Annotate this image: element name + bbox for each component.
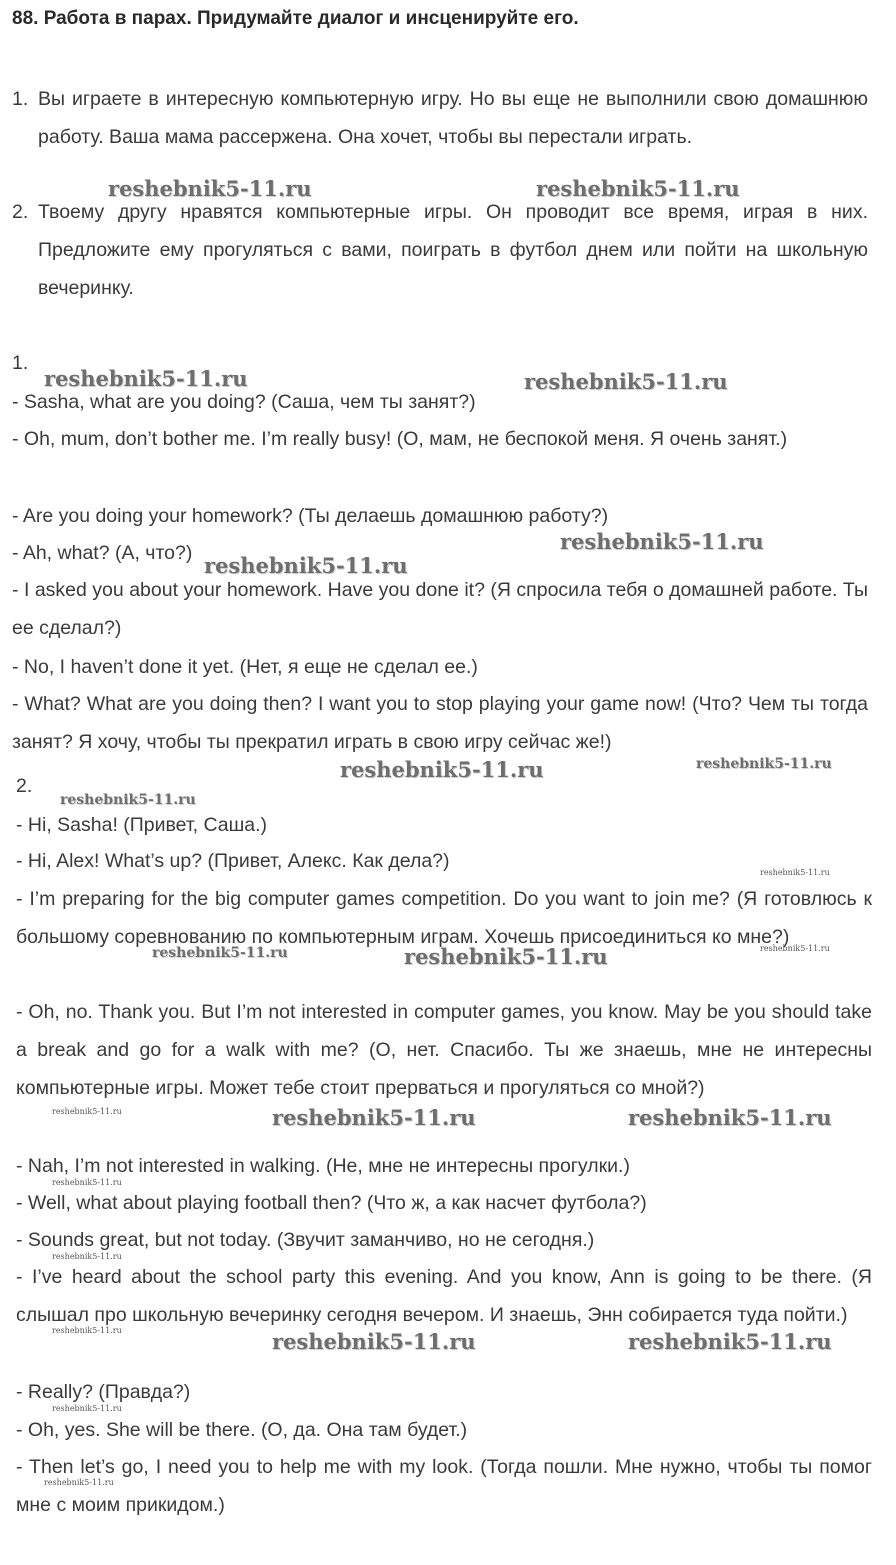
- watermark: reshebnik5-11.ru: [272, 1105, 476, 1130]
- watermark: reshebnik5-11.ru: [760, 944, 830, 953]
- watermark: reshebnik5-11.ru: [404, 944, 608, 969]
- dialog-line: - Oh, mum, don’t bother me. I’m really busy! (О, мам, не беспокой меня. Я очень занят.): [12, 428, 788, 450]
- task-2: [12, 193, 868, 307]
- dialog-line: - Hi, Alex! What’s up? (Привет, Алекс. Как дела?): [16, 850, 450, 872]
- dialog-line: - Oh, no. Thank you. But I’m not interested in computer games, you know. May be you should take a break and go for a walk with me? (О, нет. Спасибо. Ты же знаешь, мне не интересны компьютерные игры. Может тебе стоит прерваться и прогуляться со мной?): [16, 1001, 872, 1099]
- task-1: [12, 80, 868, 156]
- dialog-line: - Really? (Правда?): [16, 1381, 191, 1403]
- watermark: reshebnik5-11.ru: [524, 369, 728, 394]
- watermark: reshebnik5-11.ru: [52, 1404, 122, 1413]
- dialog-line: - Are you doing your homework? (Ты делаешь домашнюю работу?): [12, 505, 609, 527]
- watermark: reshebnik5-11.ru: [44, 1478, 114, 1487]
- watermark: reshebnik5-11.ru: [44, 366, 248, 391]
- dialog-line: - Hi, Sasha! (Привет, Саша.): [16, 814, 268, 836]
- task-number: 2.: [12, 201, 29, 223]
- dialog-line: - Sasha, what are you doing? (Саша, чем ты занят?): [12, 391, 476, 413]
- dialog-line: - Sounds great, but not today. (Звучит заманчиво, но не сегодня.): [16, 1229, 595, 1251]
- watermark: reshebnik5-11.ru: [52, 1326, 122, 1335]
- watermark: reshebnik5-11.ru: [108, 176, 312, 201]
- dialog-line: - What? What are you doing then? I want you to stop playing your game now! (Что? Чем ты тогда занят? Я хочу, чтобы ты прекратил играть в свою игру сейчас же!): [12, 693, 868, 753]
- dialog-line: - No, I haven’t done it yet. (Нет, я еще не сделал ее.): [12, 656, 478, 678]
- watermark: reshebnik5-11.ru: [60, 792, 196, 808]
- dialog-2-label: 2.: [16, 775, 33, 797]
- task-text: Твоему другу нравятся компьютерные игры. Он проводит все время, играя в них. Предложите ему прогуляться с вами, поиграть в футбол днем или пойти на школьную вечеринку.: [38, 201, 868, 299]
- watermark: reshebnik5-11.ru: [272, 1329, 476, 1354]
- watermark: reshebnik5-11.ru: [52, 1252, 122, 1261]
- dialog-line: - Nah, I’m not interested in walking. (Не, мне не интересны прогулки.): [16, 1155, 630, 1177]
- dialog-line: - Oh, yes. She will be there. (О, да. Она там будет.): [16, 1419, 468, 1441]
- watermark: reshebnik5-11.ru: [628, 1329, 832, 1354]
- watermark: reshebnik5-11.ru: [52, 1107, 122, 1116]
- task-text: Вы играете в интересную компьютерную игру. Но вы еще не выполнили свою домашнюю работу. Ваша мама рассержена. Она хочет, чтобы вы перестали играть.: [38, 88, 868, 148]
- dialog-line: - Well, what about playing football then? (Что ж, а как насчет футбола?): [16, 1192, 647, 1214]
- dialog-line: - Ah, what? (А, что?): [12, 542, 193, 564]
- watermark: reshebnik5-11.ru: [536, 176, 740, 201]
- watermark: reshebnik5-11.ru: [204, 553, 408, 578]
- watermark: reshebnik5-11.ru: [760, 868, 830, 877]
- watermark: reshebnik5-11.ru: [340, 757, 544, 782]
- watermark: reshebnik5-11.ru: [152, 945, 288, 961]
- dialog-1-label: 1.: [12, 352, 29, 374]
- dialog-line: - Then let’s go, I need you to help me with my look. (Тогда пошли. Мне нужно, чтобы ты помог мне с моим прикидом.): [16, 1456, 872, 1516]
- watermark: reshebnik5-11.ru: [560, 529, 764, 554]
- watermark: reshebnik5-11.ru: [52, 1178, 122, 1187]
- task-number: 1.: [12, 88, 29, 110]
- watermark: reshebnik5-11.ru: [696, 756, 832, 772]
- watermark: reshebnik5-11.ru: [628, 1105, 832, 1130]
- dialog-line: - I’ve heard about the school party this evening. And you know, Ann is going to be there. (Я слышал про школьную вечеринку сегодня вечером. И знаешь, Энн собирается туда пойти.): [16, 1266, 872, 1326]
- dialog-line: - I’m preparing for the big computer games competition. Do you want to join me? (Я готовлюсь к большому соревнованию по компьютерным играм. Хочешь присоединиться ко мне?): [16, 888, 872, 948]
- exercise-title: 88. Работа в парах. Придумайте диалог и инсценируйте его.: [12, 8, 579, 29]
- dialog-line: - I asked you about your homework. Have you done it? (Я спросила тебя о домашней работе. Ты ее сделал?): [12, 579, 868, 639]
